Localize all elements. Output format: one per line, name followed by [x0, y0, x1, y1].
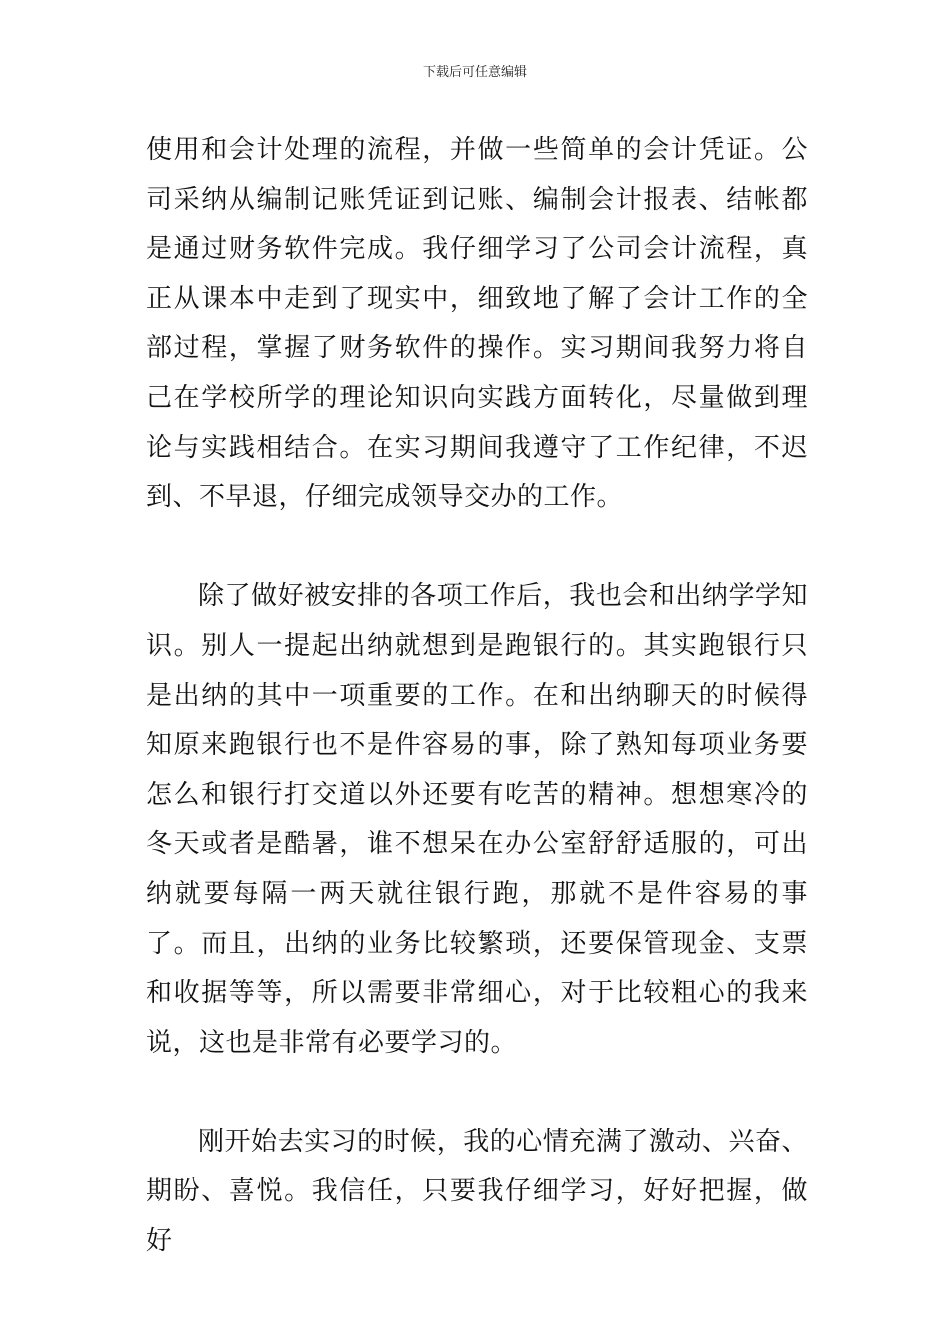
- document-body: [146, 126, 808, 1267]
- paragraph-2: 除了做好被安排的各项工作后，我也会和出纳学学知识。别人一提起出纳就想到是跑银行的。其实跑银行只是出纳的其中一项重要的工作。在和出纳聊天的时候得知原来跑银行也不是件容易的事，除了熟知每项业务要怎么和银行打交道以外还要有吃苦的精神。想想寒冷的冬天或者是酷暑，谁不想呆在办公室舒舒适服的，可出纳就要每隔一两天就往银行跑，那就不是件容易的事了。而且，出纳的业务比较繁琐，还要保管现金、支票和收据等等，所以需要非常细心，对于比较粗心的我来说，这也是非常有必要学习的。: [146, 581, 808, 1058]
- page-header: 下载后可任意编辑: [422, 65, 527, 80]
- paragraph-3: 刚开始去实习的时候，我的心情充满了激动、兴奋、期盼、喜悦。我信任，只要我仔细学习，好好把握，做好: [146, 1126, 808, 1257]
- paragraph-1: 使用和会计处理的流程，并做一些简单的会计凭证。公司采纳从编制记账凭证到记账、编制会计报表、结帐都是通过财务软件完成。我仔细学习了公司会计流程，真正从课本中走到了现实中，细致地了解了会计工作的全部过程，掌握了财务软件的操作。实习期间我努力将自己在学校所学的理论知识向实践方面转化，尽量做到理论与实践相结合。在实习期间我遵守了工作纪律，不迟到、不早退，仔细完成领导交办的工作。: [146, 135, 808, 513]
